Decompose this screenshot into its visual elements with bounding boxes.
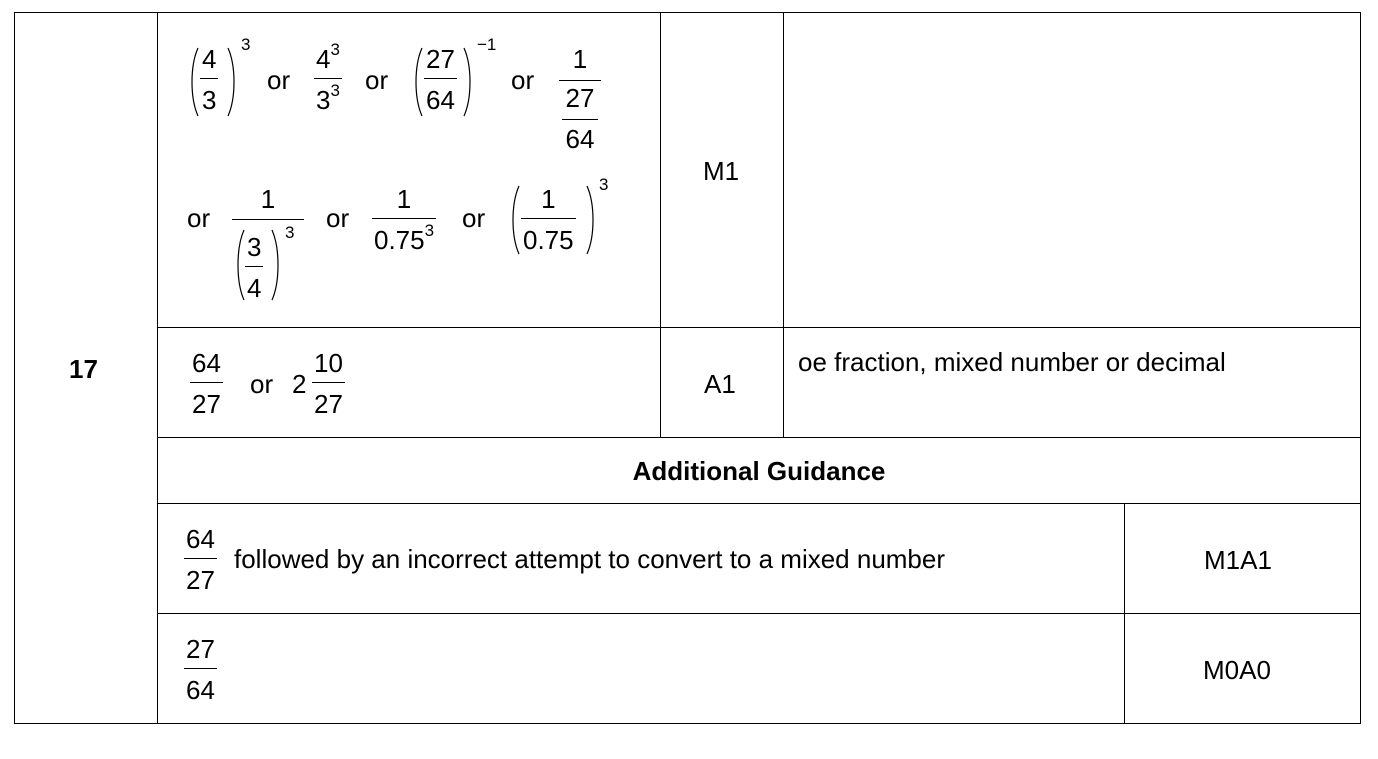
question-number: 17 <box>69 354 98 384</box>
exponent: −1 <box>477 35 497 54</box>
or-text: or <box>511 65 535 95</box>
compound-fraction-inner-denominator: 64 <box>565 124 595 154</box>
table-border-bottom <box>14 723 1361 724</box>
row-divider-1 <box>157 327 1361 328</box>
mixed-number-whole: 2 <box>292 369 307 399</box>
fraction-1-over-0.75-cubed: 1 0.75$^3$ <box>374 184 435 255</box>
fraction-bar <box>559 80 601 81</box>
right-paren-icon <box>462 46 474 118</box>
table-border-left <box>14 12 15 724</box>
or-text: or <box>365 65 389 95</box>
compound-fraction-numerator: 1 <box>572 44 588 74</box>
mark-column-divider-left <box>660 12 661 438</box>
guidance-fraction: 64 27 <box>186 524 215 595</box>
guidance-mark: M0A0 <box>1203 655 1271 685</box>
guidance-mark: M1A1 <box>1204 545 1272 575</box>
right-paren-icon <box>270 228 282 302</box>
mark-a1: A1 <box>704 369 736 399</box>
right-paren-icon <box>585 184 597 256</box>
fraction-27-over-64: 27 64 <box>426 44 455 115</box>
fraction-3-over-4: 3 4 <box>247 232 262 303</box>
exponent: 3 <box>241 35 251 54</box>
or-text: or <box>462 203 486 233</box>
guidance-heading: Additional Guidance <box>632 456 886 486</box>
row-divider-2 <box>157 437 1361 438</box>
row-divider-3 <box>157 503 1361 504</box>
exponent: 3 <box>599 175 609 194</box>
left-paren-icon <box>412 46 424 118</box>
compound-fraction-inner-numerator: 27 <box>565 83 595 113</box>
or-text: or <box>326 203 350 233</box>
mixed-number-fraction: 10 27 <box>314 348 343 419</box>
table-border-right <box>1360 12 1361 724</box>
table-border-top <box>14 12 1361 13</box>
fraction-4-over-3: 4 3 <box>202 44 217 115</box>
fraction-1-over-0.75: 1 0.75 <box>523 184 574 255</box>
row-divider-4 <box>157 613 1361 614</box>
or-text: or <box>267 65 291 95</box>
compound-fraction-numerator: 1 <box>260 184 276 214</box>
answer-fraction-64-over-27: 64 27 <box>192 348 221 419</box>
mark-column-divider-right <box>783 12 784 438</box>
comment-a1: oe fraction, mixed number or decimal <box>798 347 1226 377</box>
or-text: or <box>250 369 274 399</box>
or-text: or <box>187 203 211 233</box>
left-paren-icon <box>188 46 200 118</box>
right-paren-icon <box>226 46 238 118</box>
fraction-bar <box>232 219 304 220</box>
guidance-fraction: 27 64 <box>186 634 215 705</box>
left-paren-icon <box>509 184 521 256</box>
mark-m1: M1 <box>703 156 740 186</box>
exponent: 3 <box>285 223 295 242</box>
fraction-4cubed-over-3cubed: $4^3$ $3^3$ <box>316 40 340 115</box>
guidance-mark-divider <box>1124 503 1125 724</box>
question-column-divider <box>157 12 158 724</box>
fraction-bar <box>562 119 598 120</box>
guidance-text: followed by an incorrect attempt to convert to a mixed number <box>234 544 946 574</box>
